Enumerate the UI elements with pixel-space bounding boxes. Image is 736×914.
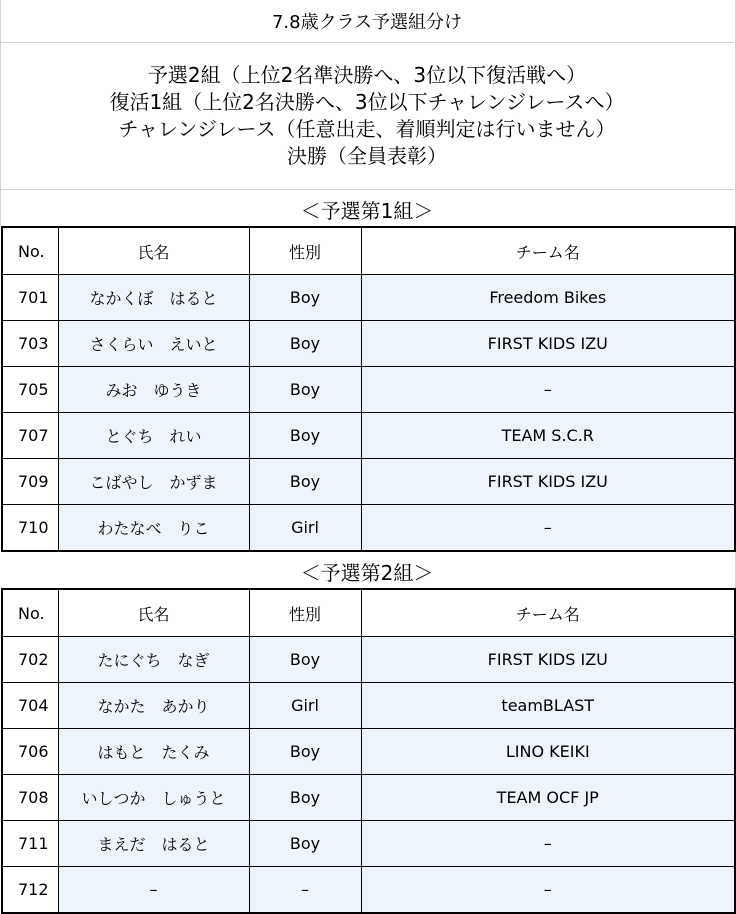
cell-team[interactable]: – [361,867,735,914]
cell-no[interactable]: 711 [2,821,58,867]
sheet-title: 7.8歳クラス予選組分け [271,12,463,33]
cell-no[interactable]: 704 [2,683,58,729]
cell-team[interactable]: TEAM OCF JP [361,775,735,821]
cell-name[interactable]: いしつか しゅうと [58,775,249,821]
cell-team[interactable]: – [361,505,735,552]
cell-no[interactable]: 701 [2,275,58,321]
cell-sex[interactable]: Boy [249,459,361,505]
cell-sex[interactable]: Girl [249,683,361,729]
table-row [2,729,735,775]
cell-no[interactable]: 709 [2,459,58,505]
header-no[interactable]: No. [2,589,58,637]
cell-no[interactable]: 708 [2,775,58,821]
table-row [2,321,735,367]
cell-sex[interactable]: Boy [249,729,361,775]
table-row [2,821,735,867]
cell-sex[interactable]: Boy [249,321,361,367]
table-row [2,683,735,729]
group-heading-text: ＜予選第1組＞ [300,198,434,223]
cell-sex[interactable]: Boy [249,275,361,321]
rule-line: チャレンジレース（任意出走、着順判定は行いません） [118,117,616,141]
rules-cell[interactable] [0,43,734,190]
header-name[interactable]: 氏名 [58,589,249,637]
cell-no[interactable]: 703 [2,321,58,367]
table-header-row [2,589,735,637]
cell-no[interactable]: 710 [2,505,58,552]
cell-team[interactable]: FIRST KIDS IZU [361,637,735,683]
cell-name[interactable]: さくらい えいと [58,321,249,367]
header-sex[interactable]: 性別 [249,227,361,275]
cell-team[interactable]: TEAM S.C.R [361,413,735,459]
header-name[interactable]: 氏名 [58,227,249,275]
table-row [2,867,735,914]
table-row [2,275,735,321]
cell-no[interactable]: 705 [2,367,58,413]
group-heading-1[interactable] [0,191,734,227]
cell-name[interactable]: こばやし かずま [58,459,249,505]
table-row [2,637,735,683]
header-sex[interactable]: 性別 [249,589,361,637]
table-row [2,775,735,821]
group-heading-text: ＜予選第2組＞ [300,560,434,585]
cell-name[interactable]: なかた あかり [58,683,249,729]
table-row [2,413,735,459]
group-heading-2[interactable] [0,553,734,589]
table-header-row [2,227,735,275]
cell-sex[interactable]: – [249,867,361,914]
cell-sex[interactable]: Boy [249,821,361,867]
cell-no[interactable]: 702 [2,637,58,683]
header-team[interactable]: チーム名 [361,227,735,275]
cell-no[interactable]: 706 [2,729,58,775]
cell-sex[interactable]: Girl [249,505,361,552]
cell-team[interactable]: FIRST KIDS IZU [361,321,735,367]
cell-name[interactable]: – [58,867,249,914]
rule-line: 決勝（全員表彰） [287,144,447,168]
cell-name[interactable]: みお ゆうき [58,367,249,413]
cell-name[interactable]: わたなべ りこ [58,505,249,552]
cell-name[interactable]: とぐち れい [58,413,249,459]
header-no[interactable]: No. [2,227,58,275]
cell-team[interactable]: Freedom Bikes [361,275,735,321]
sheet-title-cell[interactable] [0,0,734,43]
cell-team[interactable]: FIRST KIDS IZU [361,459,735,505]
cell-sex[interactable]: Boy [249,775,361,821]
cell-name[interactable]: たにぐち なぎ [58,637,249,683]
cell-team[interactable]: teamBLAST [361,683,735,729]
table-row [2,459,735,505]
group-1-table [1,226,736,552]
cell-team[interactable]: – [361,821,735,867]
table-row [2,505,735,552]
table-row [2,367,735,413]
header-team[interactable]: チーム名 [361,589,735,637]
cell-name[interactable]: まえだ はると [58,821,249,867]
cell-name[interactable]: はもと たくみ [58,729,249,775]
cell-team[interactable]: LINO KEIKI [361,729,735,775]
rule-line: 予選2組（上位2名準決勝へ、3位以下復活戦へ） [147,63,587,87]
cell-no[interactable]: 707 [2,413,58,459]
cell-no[interactable]: 712 [2,867,58,914]
rule-line: 復活1組（上位2名決勝へ、3位以下チャレンジレースへ） [109,90,625,114]
group-2-table [1,588,736,914]
cell-sex[interactable]: Boy [249,637,361,683]
cell-team[interactable]: – [361,367,735,413]
cell-name[interactable]: なかくぼ はると [58,275,249,321]
cell-sex[interactable]: Boy [249,413,361,459]
cell-sex[interactable]: Boy [249,367,361,413]
